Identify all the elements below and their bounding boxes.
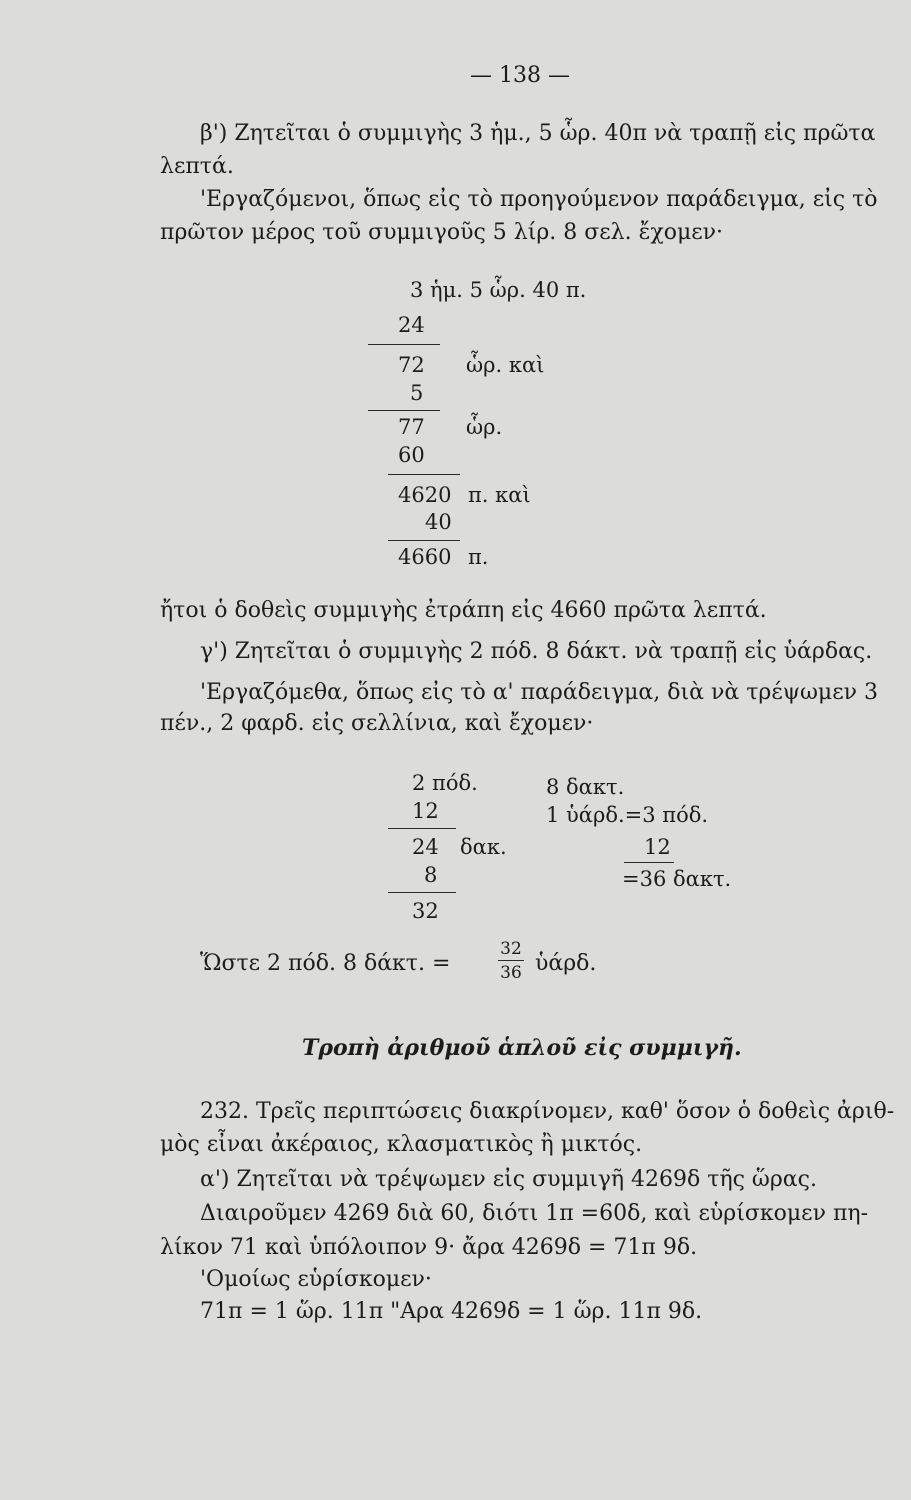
para-b-line-3: 'Εργαζόμενοι, ὅπως εἰς τὸ προηγούμενον παράδειγμα, εἰς τὸ [200, 187, 878, 212]
calc1-row-7-label: π. καὶ [468, 483, 531, 507]
para-b-line-2: λεπτά. [160, 154, 234, 179]
result-2-prefix: Ὥστε 2 πόδ. 8 δάκτ. = [200, 951, 451, 976]
calc1-row-2: 24 [398, 313, 425, 337]
calc2-left-row-4: 8 [424, 863, 438, 887]
calc2-right-row-3: 12 [644, 835, 671, 859]
para-b-line-4: πρῶτον μέρος τοῦ συμμιγοῦς 5 λίρ. 8 σελ. ἔχομεν· [160, 220, 724, 245]
page-number: — 138 — [470, 63, 570, 88]
calc2-left-row-3-label: δακ. [460, 835, 507, 859]
calc1-row-3: 72 [398, 353, 425, 377]
calc2-right-row-2: 1 ὑάρδ.=3 πόδ. [546, 803, 709, 827]
calc1-rule-4 [388, 540, 460, 541]
para-232-line-2: μὸς εἶναι ἀκέραιος, κλασματικὸς ἢ μικτός. [160, 1132, 643, 1157]
calc1-row-6: 60 [398, 443, 425, 467]
calc1-row-5-label: ὧρ. [466, 415, 503, 439]
calc2-right-row-4: =36 δακτ. [622, 867, 732, 891]
result-2-fraction-bar [498, 960, 524, 961]
para-232-line-1: 232. Τρεῖς περιπτώσεις διακρίνομεν, καθ' ὅσον ὁ δοθεὶς ἀριθ- [200, 1099, 895, 1124]
calc2-left-row-5: 32 [412, 899, 439, 923]
result-2-suffix: ὑάρδ. [535, 951, 597, 976]
calc1-row-9: 4660 [398, 545, 452, 569]
para-c-line-1: γ') Ζητεῖται ὁ συμμιγὴς 2 πόδ. 8 δάκτ. νὰ τραπῇ εἰς ὑάρδας. [200, 639, 873, 664]
result-2-denominator: 36 [500, 963, 522, 983]
calc2-rule-3 [624, 862, 674, 863]
para-b-line-1: β') Ζητεῖται ὁ συμμιγὴς 3 ἡμ., 5 ὧρ. 40π νὰ τραπῇ εἰς πρῶτα [200, 121, 876, 146]
calc1-rule-1 [368, 344, 440, 345]
para-232-line-5: λίκον 71 καὶ ὑπόλοιπον 9· ἄρα 4269δ = 71π 9δ. [160, 1235, 698, 1260]
calc1-rule-2 [368, 410, 440, 411]
para-c-line-2: 'Εργαζόμεθα, ὅπως εἰς τὸ α' παράδειγμα, διὰ νὰ τρέψωμεν 3 [200, 680, 878, 705]
section-heading: Τροπὴ ἀριθμοῦ ἁπλοῦ εἰς συμμιγῆ. [302, 1035, 742, 1061]
calc1-row-9-label: π. [468, 545, 489, 569]
para-232-line-7: 71π = 1 ὥρ. 11π "Αρα 4269δ = 1 ὥρ. 11π 9δ. [200, 1299, 703, 1324]
calc2-rule-1 [388, 828, 456, 829]
calc2-right-row-1: 8 δακτ. [546, 775, 625, 799]
result-2-numerator: 32 [500, 939, 522, 959]
calc1-row-3-label: ὧρ. καὶ [466, 353, 545, 377]
calc2-rule-2 [388, 892, 456, 893]
para-232-line-4: Διαιροῦμεν 4269 διὰ 60, διότι 1π =60δ, καὶ εὑρίσκομεν πη- [200, 1201, 869, 1226]
calc1-row-5: 77 [398, 415, 425, 439]
calc1-row-1: 3 ἡμ. 5 ὧρ. 40 π. [410, 278, 587, 302]
result-1-text: ἤτοι ὁ δοθεὶς συμμιγὴς ἐτράπη εἰς 4660 πρῶτα λεπτά. [160, 598, 767, 623]
calc2-left-row-1: 2 πόδ. [412, 771, 478, 795]
para-232-line-3: α') Ζητεῖται νὰ τρέψωμεν εἰς συμμιγῆ 4269δ τῆς ὥρας. [200, 1167, 817, 1192]
calc2-left-row-2: 12 [412, 799, 439, 823]
calc1-rule-3 [388, 474, 460, 475]
calc2-left-row-3: 24 [412, 835, 439, 859]
calc1-row-4: 5 [410, 381, 424, 405]
calc1-row-8: 40 [425, 510, 452, 534]
para-c-line-3: πέν., 2 φαρδ. εἰς σελλίνια, καὶ ἔχομεν· [160, 711, 594, 736]
para-232-line-6: 'Ομοίως εὑρίσκομεν· [200, 1267, 432, 1292]
calc1-row-7: 4620 [398, 483, 452, 507]
